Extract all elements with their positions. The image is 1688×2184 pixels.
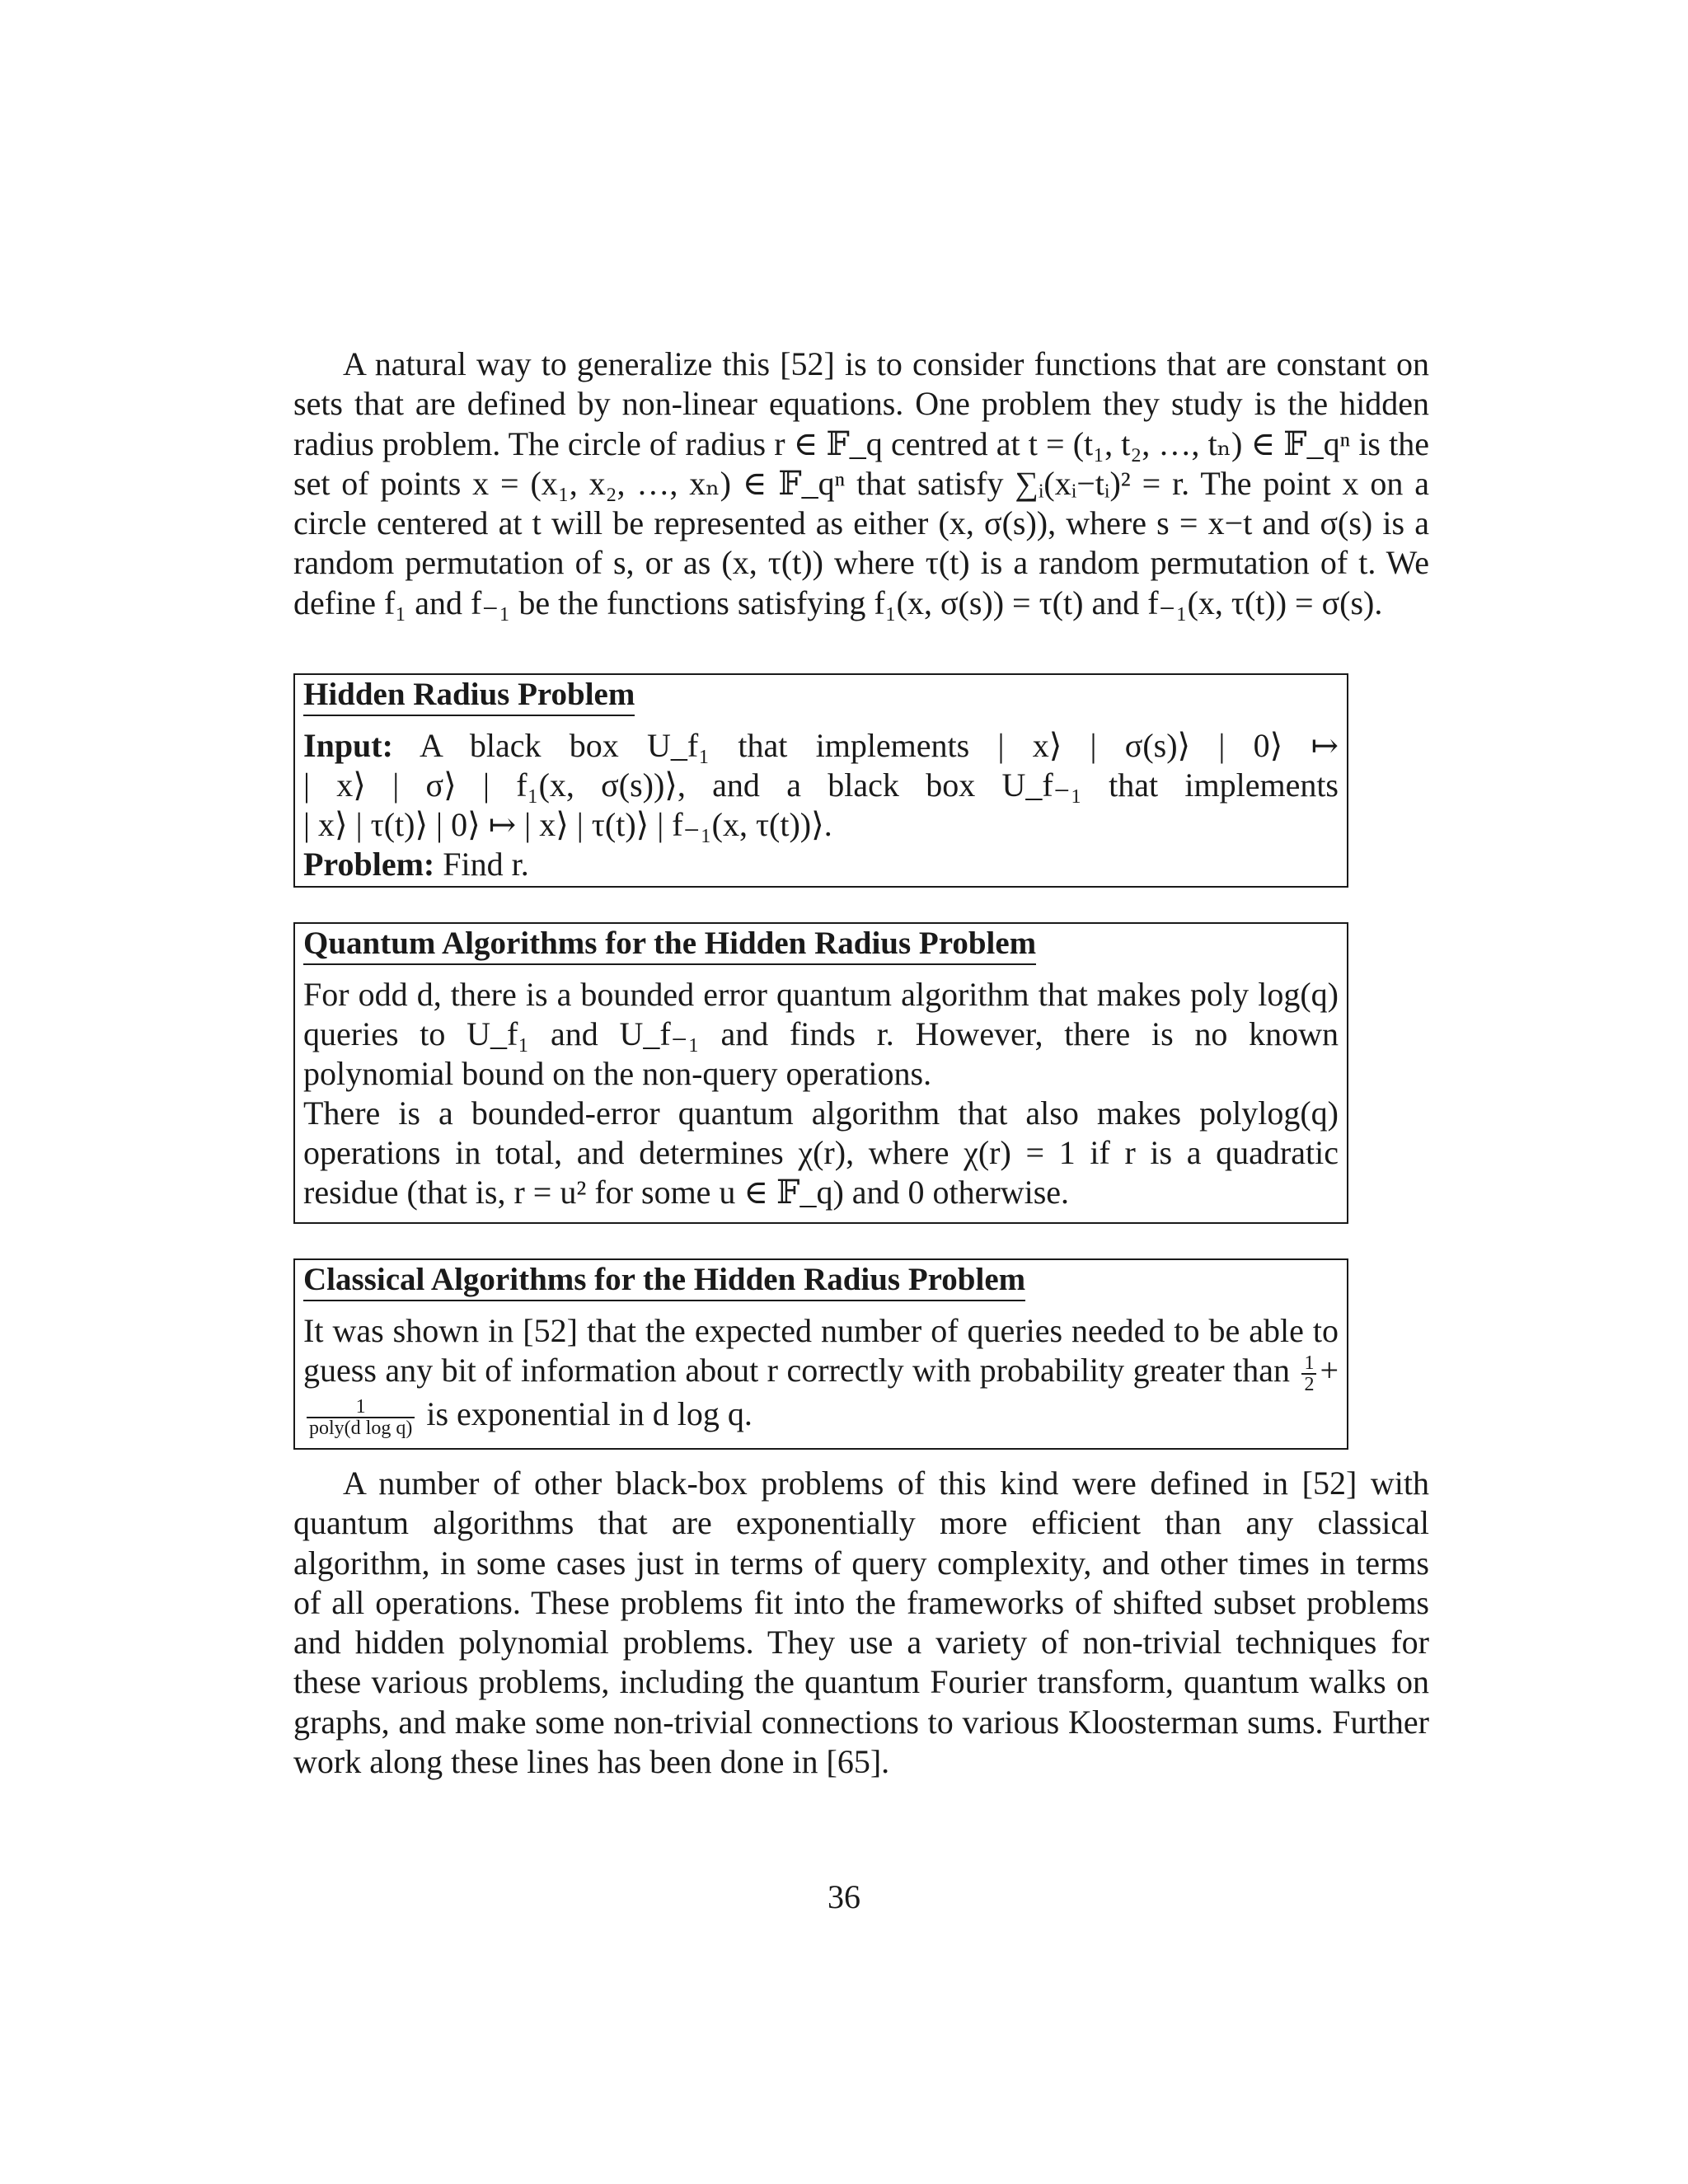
fraction-poly [307,1397,415,1438]
input-line-2: | x⟩ | σ⟩ | f₁(x, σ(s))⟩, and a black box U_f₋₁ that implements [303,766,1339,804]
input-text-1: A black box U_f₁ that implements | x⟩ | σ(s)⟩ | 0⟩ ↦ [419,727,1339,764]
closing-paragraph: A number of other black-box problems of this kind were defined in [52] with quantum algorithms that are exponentially more efficient than any classical algorithm, in some cases just in terms of query complexity, and other times in terms of all operations. These problems fit into the frameworks of shifted subset problems and hidden polynomial problems. They use a variety of non-trivial techniques for these various problems, including the quantum Fourier transform, quantum walks on graphs, and make some non-trivial connections to various Kloosterman sums. Further work along these lines has been done in [65]. [293,1465,1429,1781]
classical-text-after: is exponential in d log q. [426,1394,753,1432]
hidden-radius-problem-box [293,673,1348,888]
problem-text: Find r. [443,846,529,883]
fraction-one-half [1301,1353,1316,1394]
quantum-algorithms-box [293,922,1348,1224]
input-label: Input: [303,727,393,764]
classical-algorithms-box [293,1258,1348,1450]
input-line-3: | x⟩ | τ(t)⟩ | 0⟩ ↦ | x⟩ | τ(t)⟩ | f₋₁(x, τ(t))⟩. [303,806,832,843]
problem-label: Problem: [303,846,435,883]
fraction-numerator: 1 [1301,1353,1316,1375]
box-body [303,726,1339,884]
box-title: Hidden Radius Problem [303,677,635,716]
classical-paragraph [303,1311,1339,1438]
page-number: 36 [828,1878,860,1915]
quantum-paragraph-2: There is a bounded-error quantum algorithm that also makes polylog(q) operations in total, and determines χ(r), where χ(r) = 1 if r is a quadratic residue (that is, r = u² for some u ∈ 𝔽_q) and 0 otherwise. [303,1094,1339,1211]
intro-paragraph: A natural way to generalize this [52] is to consider functions that are constant on sets that are defined by non-linear equations. One problem they study is the hidden radius problem. The circle of radius r ∈ 𝔽_q centred at t = (t₁, t₂, …, tₙ) ∈ 𝔽_qⁿ is the set of points x = (x₁, x₂, …, xₙ) ∈ 𝔽_qⁿ that satisfy ∑ᵢ(xᵢ−tᵢ)² = r. The point x on a circle centered at t will be represented as either (x, σ(s)), where s = x−t and σ(s) is a random permutation of s, or as (x, τ(t)) where τ(t) is a random permutation of t. We define f₁ and f₋₁ be the functions satisfying f₁(x, σ(s)) = τ(t) and f₋₁(x, τ(t)) = σ(s). [293,345,1429,621]
box-title: Classical Algorithms for the Hidden Radius Problem [303,1262,1025,1301]
input-line-1 [303,726,1339,766]
fraction-denominator: poly(d log q) [309,1417,413,1439]
fraction-denominator: 2 [1304,1373,1315,1395]
classical-text-before: It was shown in [52] that the expected number of queries needed to be able to guess any bit of information about r correctly with probability greater than [303,1312,1339,1389]
fraction-numerator: 1 [307,1397,415,1418]
problem-line [303,845,1339,884]
plus-sign: + [1320,1352,1339,1389]
box-title: Quantum Algorithms for the Hidden Radius Problem [303,926,1036,965]
quantum-paragraph-1: For odd d, there is a bounded error quantum algorithm that makes poly log(q) queries to U_f₁ and U_f₋₁ and finds r. However, there is no known polynomial bound on the non-query operations. [303,976,1339,1092]
